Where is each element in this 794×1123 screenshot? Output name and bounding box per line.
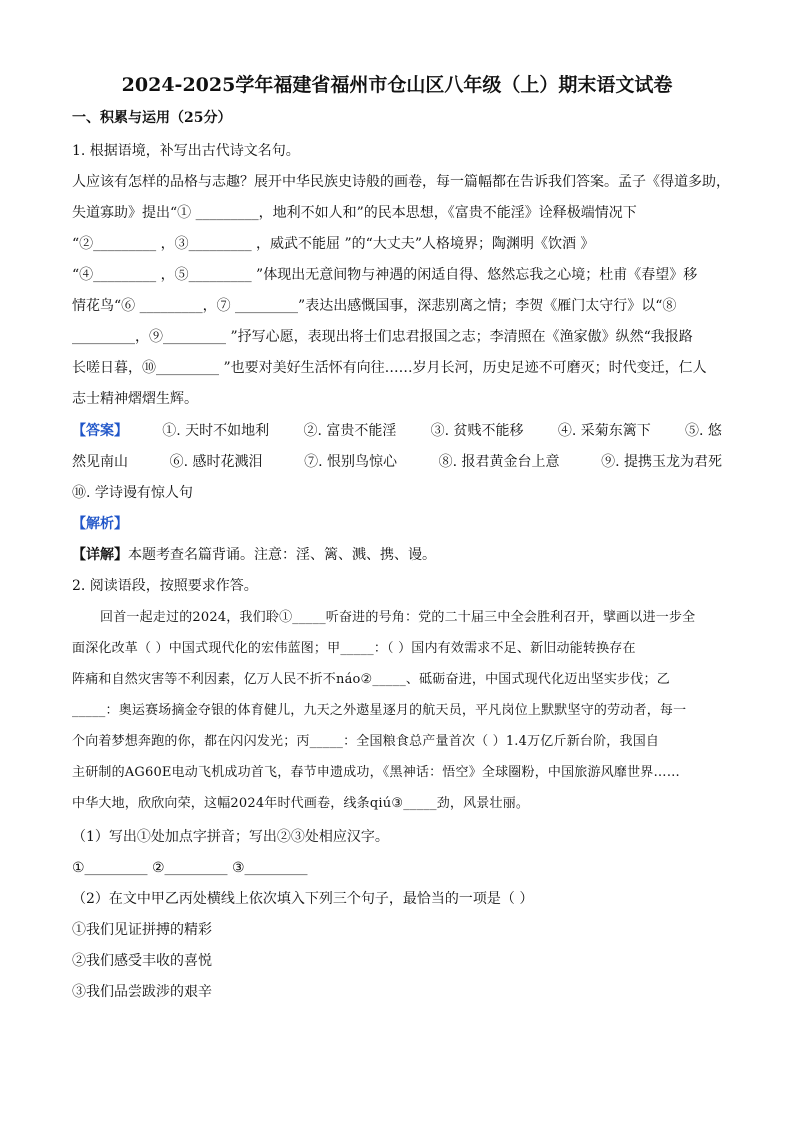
answer-item: 然见南山 [72,454,128,470]
passage-line: 主研制的AG60E电动飞机成功首飞，春节申遗成功，《黑神话：悟空》全球圈粉，中国旅游风靡世界…… [72,765,680,780]
sub-question-1-blanks: ①_________ ②_________ ③_________ [72,860,308,876]
passage-line: 个向着梦想奔跑的你，都在闪闪发光；丙_____：全国粮食总产量首次（ ）1.4万亿斤新台阶，我国自 [72,734,660,749]
answer-line [72,452,722,472]
passage-line: 回首一起走过的2024，我们聆①_____听奋进的号角：党的二十届三中全会胜利召开，擘画以进一步全 [100,610,696,625]
q1-text-line: _________，⑨_________ ”抒写心愿，表现出将士们忠君报国之志；李清照在《渔家傲》纵然“我报路 [72,329,693,345]
detail-line [72,545,436,565]
answer-line [72,421,722,441]
question-2-stem: 2. 阅读语段，按照要求作答。 [72,578,258,594]
option-item: ①我们见证拼搏的精彩 [72,922,212,938]
q1-text-line: “④_________ ，⑤_________ ”体现出无意间物与神遇的闲适自得、悠然忘我之心境；杜甫《春望》移 [72,267,698,283]
answer-item: ⑦. 恨别鸟惊心 [304,454,397,470]
page-title: 2024-2025学年福建省福州市仓山区八年级（上）期末语文试卷 [121,74,673,96]
question-1-stem: 1. 根据语境，补写出古代诗文名句。 [72,143,300,159]
detail-label: 【详解】 [72,547,128,563]
sub-question-1: （1）写出①处加点字拼音；写出②③处相应汉字。 [72,829,389,845]
answer-item: ⑨. 提携玉龙为君死 [601,454,722,470]
detail-text: 本题考查名篇背诵。注意：淫、篱、溅、携、谩。 [128,547,436,563]
answer-item: ⑩. 学诗谩有惊人句 [72,485,193,501]
answer-item: ⑥. 感时花溅泪 [169,454,263,470]
answer-item: ⑤. 悠 [685,423,722,439]
option-item: ②我们感受丰收的喜悦 [72,953,212,969]
q1-text-line: “②_________ ，③_________ ，威武不能屈 ”的“大丈夫”人格境界；陶渊明《饮酒 》 [72,236,595,252]
answer-item: ③. 贫贱不能移 [430,423,524,439]
passage-line: _____：奥运赛场摘金夺银的体育健儿，九天之外遨星逐月的航天员，平凡岗位上默默坚守的劳动者，每一 [72,703,687,718]
passage-line: 阵痛和自然灾害等不利因素，亿万人民不折不náo②_____、砥砺奋进，中国式现代化迈出坚实步伐；乙 [72,672,670,687]
q1-text-line: 志士精神熠熠生辉。 [72,391,198,407]
answer-item: ①. 天时不如地利 [162,423,270,439]
answer-item: ⑧. 报君黄金台上意 [438,454,560,470]
section-heading: 一、积累与运用（25分） [72,110,232,126]
q1-text-line: 长嗟日暮，⑩_________ ”也要对美好生活怀有向往……岁月长河，历史足迹不可磨灭；时代变迁，仁人 [72,360,707,376]
answer-item: ②. 富贵不能淫 [303,423,397,439]
analysis-label: 【解析】 [72,516,128,532]
passage-line: 面深化改革（ ）中国式现代化的宏伟蓝图；甲_____：（ ）国内有效需求不足、新旧动能转换存在 [72,641,636,656]
answer-label: 【答案】 [72,423,128,439]
answer-item: ④. 采菊东篱下 [557,423,651,439]
sub-question-2: （2）在文中甲乙丙处横线上依次填入下列三个句子，最恰当的一项是（ ） [72,891,534,907]
passage-line: 中华大地，欣欣向荣，这幅2024年时代画卷，线条qiú③_____劲，风景壮丽。 [72,796,530,811]
option-item: ③我们品尝跋涉的艰辛 [72,984,212,1000]
q1-text-line: 失道寡助》提出“① _________，地利不如人和”的民本思想，《富贵不能淫》诠释极端情况下 [72,205,637,221]
q1-text-line: 情花鸟“⑥ _________，⑦ _________”表达出感慨国事，深悲别离之情；李贺《雁门太守行》以“⑧ [72,298,677,314]
q1-text-line: 人应该有怎样的品格与志趣？展开中华民族史诗般的画卷，每一篇幅都在告诉我们答案。孟子《得道多助， [72,174,730,190]
